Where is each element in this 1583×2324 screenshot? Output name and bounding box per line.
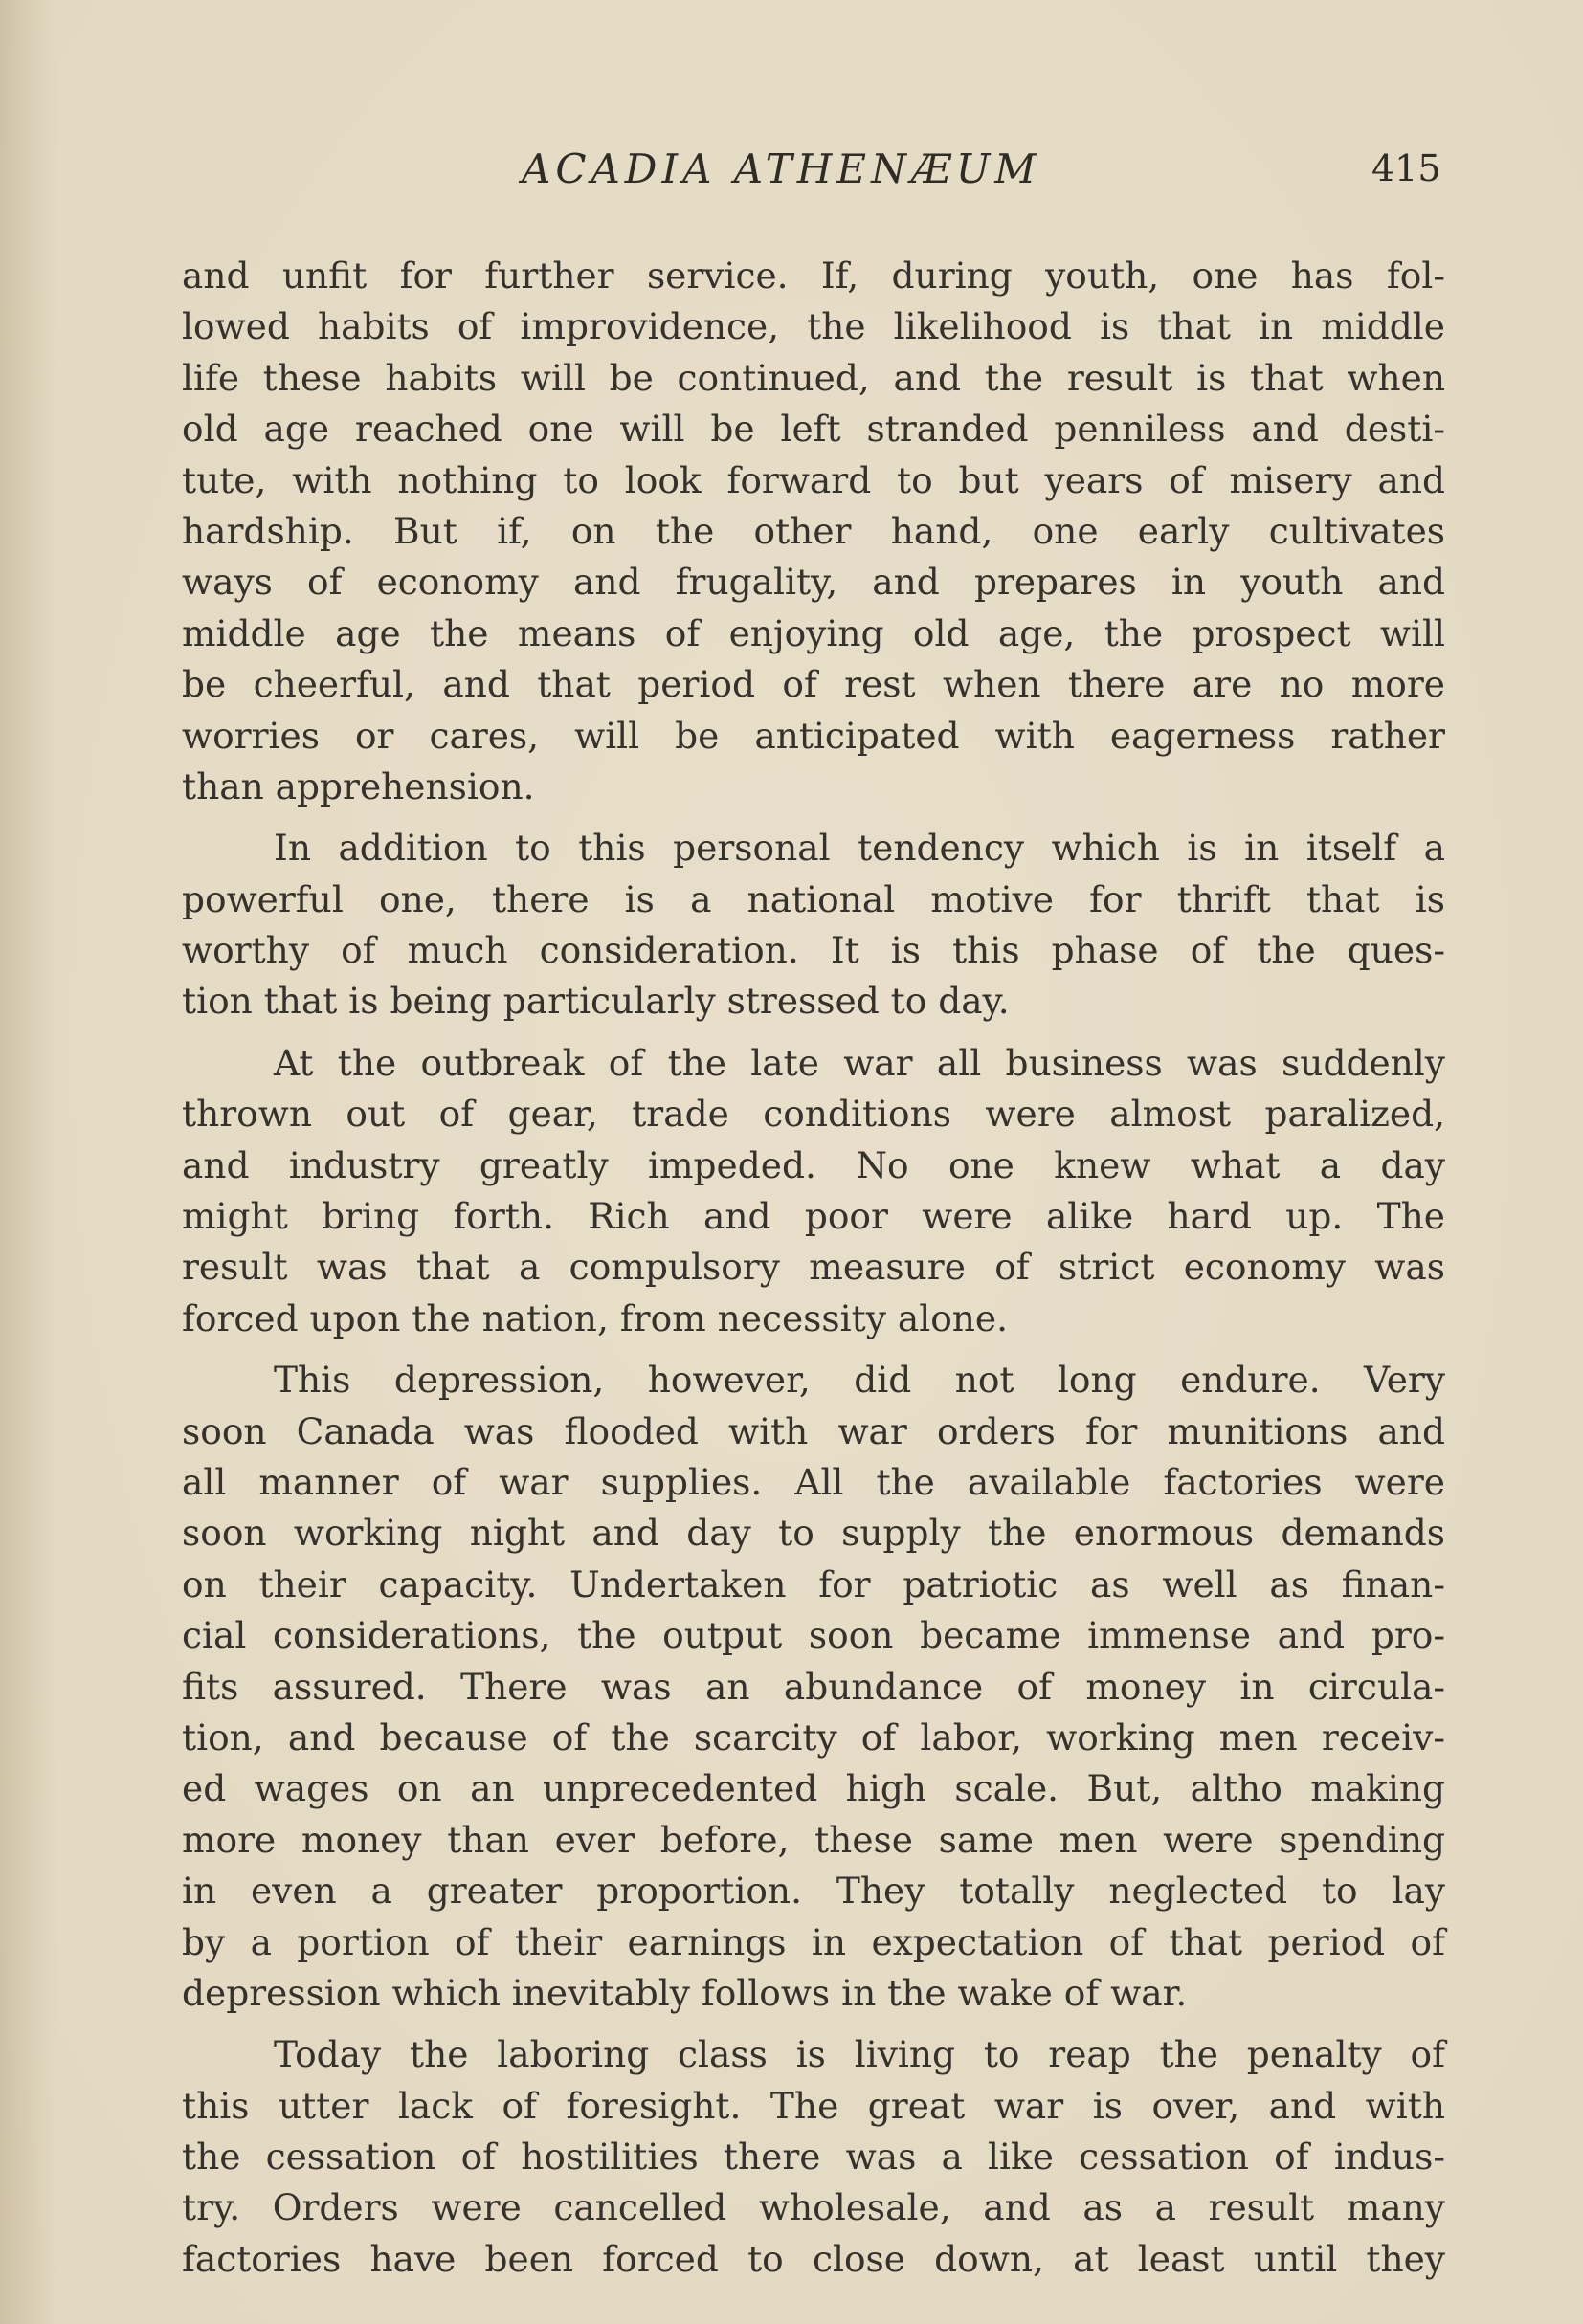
paragraph [182, 251, 1445, 812]
text-line: and industry greatly impeded. No one knew what a day [182, 1143, 1445, 1186]
text-line: old age reached one will be left stranded penniless and desti- [182, 408, 1445, 451]
text-line: in even a greater proportion. They totally neglected to lay [182, 1870, 1445, 1913]
text-line: thrown out of gear, trade conditions were almost paralized, [182, 1093, 1445, 1136]
paragraph-gap [182, 812, 1445, 823]
page-number: 415 [1371, 147, 1441, 189]
paragraph-gap [182, 1344, 1445, 1355]
text-line: result was that a compulsory measure of strict economy was [182, 1246, 1445, 1289]
paragraph-gap [182, 2019, 1445, 2029]
text-line: by a portion of their earnings in expectation of that period of [182, 1920, 1445, 1963]
text-line: forced upon the nation, from necessity alone. [182, 1296, 1009, 1339]
text-line: worthy of much consideration. It is this phase of the ques- [182, 929, 1445, 972]
text-line: factories have been forced to close down, at least until they [182, 2237, 1445, 2280]
text-line: In addition to this personal tendency which is in itself a [274, 827, 1445, 870]
text-line: the cessation of hostilities there was a like cessation of indus- [182, 2136, 1445, 2179]
text-line: than apprehension. [182, 764, 535, 808]
paragraph-gap [182, 1028, 1445, 1038]
text-line: ways of economy and frugality, and prepares in youth and [182, 561, 1445, 604]
text-line: be cheerful, and that period of rest when there are no more [182, 663, 1445, 706]
paragraph [182, 2029, 1445, 2285]
text-line: soon working night and day to supply the enormous demands [182, 1512, 1445, 1555]
text-line: this utter lack of foresight. The great war is over, and with [182, 2084, 1445, 2127]
text-line: try. Orders were cancelled wholesale, and as a result many [182, 2186, 1445, 2229]
text-line: might bring forth. Rich and poor were alike hard up. The [182, 1195, 1445, 1238]
text-line: At the outbreak of the late war all business was suddenly [274, 1041, 1445, 1084]
text-line: life these habits will be continued, and the result is that when [182, 356, 1445, 399]
text-line: more money than ever before, these same men were spending [182, 1818, 1445, 1861]
text-line: This depression, however, did not long endure. Very [274, 1359, 1445, 1402]
article-body [182, 251, 1445, 2285]
text-line: Today the laboring class is living to reap the penalty of [274, 2033, 1445, 2076]
paragraph [182, 1038, 1445, 1344]
text-line: ed wages on an unprecedented high scale. But, altho making [182, 1767, 1445, 1810]
paragraph [182, 823, 1445, 1028]
text-line: lowed habits of improvidence, the likelihood is that in middle [182, 305, 1445, 348]
text-line: depression which inevitably follows in the wake of war. [182, 1971, 1188, 2014]
text-line: soon Canada was flooded with war orders for munitions and [182, 1409, 1445, 1452]
text-line: middle age the means of enjoying old age, the prospect will [182, 611, 1445, 654]
running-title: ACADIA ATHENÆUM [522, 145, 1041, 192]
text-line: tion, and because of the scarcity of labor, working men receiv- [182, 1715, 1445, 1759]
text-line: hardship. But if, on the other hand, one early cultivates [182, 509, 1445, 552]
text-line: worries or cares, will be anticipated with eagerness rather [182, 714, 1445, 757]
text-line: fits assured. There was an abundance of money in circula- [182, 1665, 1445, 1708]
text-line: on their capacity. Undertaken for patriotic as well as finan- [182, 1562, 1445, 1605]
text-line: and unfit for further service. If, during youth, one has fol- [182, 255, 1445, 297]
paragraph [182, 1355, 1445, 2019]
text-line: all manner of war supplies. All the available factories were [182, 1460, 1445, 1503]
running-header [0, 145, 1583, 203]
text-line: tion that is being particularly stressed to day. [182, 980, 1010, 1023]
text-line: cial considerations, the output soon became immense and pro- [182, 1614, 1445, 1657]
text-line: tute, with nothing to look forward to but years of misery and [182, 458, 1445, 501]
text-line: powerful one, there is a national motive for thrift that is [182, 877, 1445, 920]
page-edge-shadow [0, 0, 57, 2324]
